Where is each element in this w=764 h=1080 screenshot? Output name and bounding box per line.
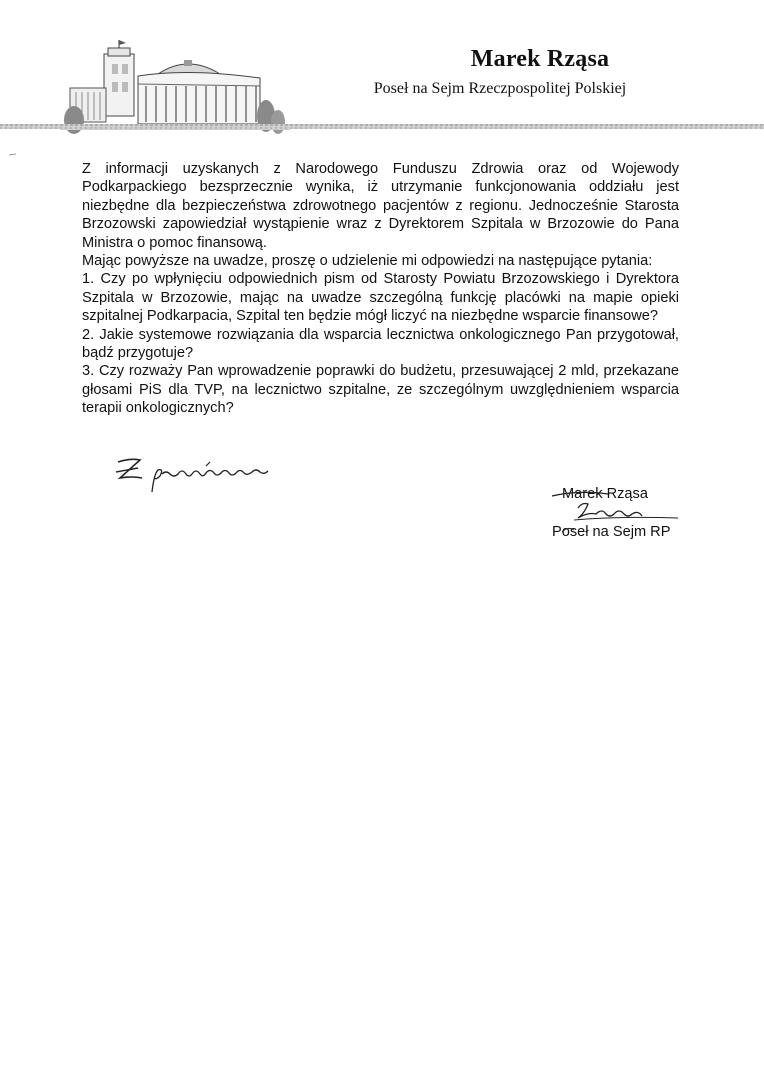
question-1: 1. Czy po wpłynięciu odpowiednich pism od Starosty Powiatu Brzozowskiego i Dyrektora Szpitala w Brzozowie, mając na uwadze szczególną funkcję placówki na mapie opieki szpitalnej Podkarpacia, Szpital ten będzie mógł liczyć na niezbędne wsparcie finansowe? xyxy=(82,271,679,325)
margin-mark xyxy=(8,152,18,158)
letterhead-divider xyxy=(0,123,764,133)
signature-block xyxy=(548,486,708,556)
handwritten-closing xyxy=(110,450,290,500)
question-2: 2. Jakie systemowe rozwiązania dla wsparcia lecznictwa onkologicznego Pan przygotował, bądź przygotuje? xyxy=(82,326,679,362)
letterhead xyxy=(0,0,764,160)
handwritten-signature xyxy=(548,486,708,546)
signature-name: Marek Rząsa xyxy=(562,486,648,502)
letterhead-role: Poseł na Sejm Rzeczpospolitej Polskiej xyxy=(373,80,627,97)
body-paragraph: Mając powyższe na uwadze, proszę o udzielenie mi odpowiedzi na następujące pytania: xyxy=(82,253,653,270)
question-3: 3. Czy rozważy Pan wprowadzenie poprawki do budżetu, przesuwającej 2 mld, przekazane głosami PiS dla TVP, na lecznictwo szpitalne, ze szczególnym uwzględnieniem wsparcia terapii onkologicznych? xyxy=(82,363,679,417)
letterhead-name: Marek Rząsa xyxy=(470,46,610,72)
letter-body xyxy=(82,160,679,418)
body-paragraph: Z informacji uzyskanych z Narodowego Funduszu Zdrowia oraz od Wojewody Podkarpackiego bezsprzecznie wynika, iż utrzymanie funkcjonowania oddziału jest niezbędne dla bezpieczeństwa zdrowotnego pacjentów z regionu. Jednocześnie Starosta Brzozowski zapowiedział wystąpienie wraz z Dyrektorem Szpitala w Brzozowie do Pana Ministra o pomoc finansową. xyxy=(82,161,679,251)
signature-role: Poseł na Sejm RP xyxy=(552,524,671,540)
